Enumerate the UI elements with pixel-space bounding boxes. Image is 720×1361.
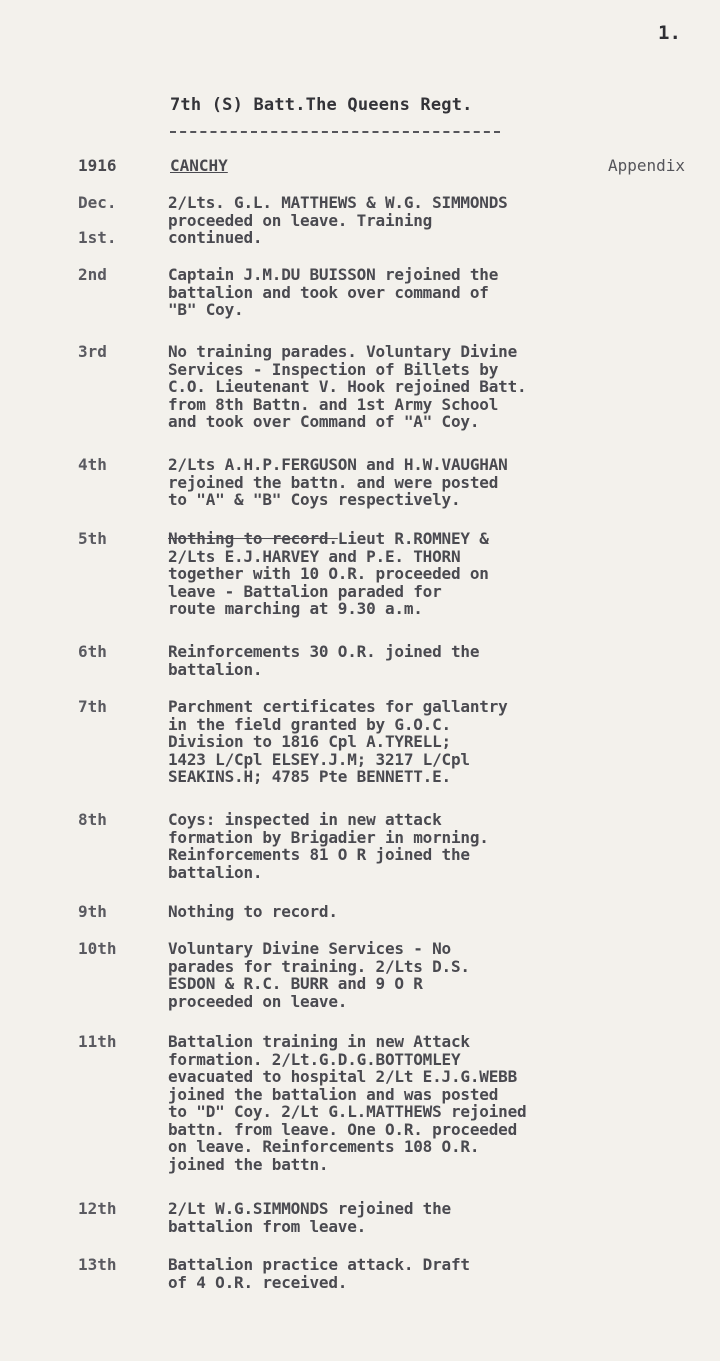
year-heading: 1916	[78, 156, 117, 175]
entry-date: 9th	[78, 902, 107, 921]
entry-text: 2/Lts. G.L. MATTHEWS & W.G. SIMMONDS proceeded on leave. Training continued.	[168, 193, 508, 247]
entry-text	[168, 530, 608, 618]
entry-text: Nothing to record.	[168, 902, 338, 921]
page-title: 7th (S) Batt.The Queens Regt.	[170, 95, 473, 115]
entry-date: 10th	[78, 939, 117, 958]
entry-text: Battalion practice attack. Draft of 4 O.R. received.	[168, 1255, 470, 1292]
entry-text: Battalion training in new Attack formation. 2/Lt.G.D.G.BOTTOMLEY evacuated to hospital 2/Lt E.J.G.WEBB joined the battalion and was posted to "D" Coy. 2/Lt G.L.MATTHEWS rejoined battn. from leave. One O.R. proceeded on leave. Reinforcements 108 O.R. joined the battn.	[168, 1032, 527, 1174]
entry-text: No training parades. Voluntary Divine Services - Inspection of Billets by C.O. Lieutenant V. Hook rejoined Batt. from 8th Battn. and 1st Army School and took over Command of "A" Coy.	[168, 342, 527, 431]
title-underline	[170, 131, 500, 133]
entry-text: Voluntary Divine Services - No parades for training. 2/Lts D.S. ESDON & R.C. BURR and 9 O R proceeded on leave.	[168, 939, 470, 1011]
entry-text: 2/Lt W.G.SIMMONDS rejoined the battalion from leave.	[168, 1199, 451, 1236]
page-number: 1.	[658, 22, 681, 44]
entry-date: 6th	[78, 642, 107, 661]
entry-text: Captain J.M.DU BUISSON rejoined the battalion and took over command of "B" Coy.	[168, 265, 499, 319]
entry-date: 2nd	[78, 265, 107, 284]
entry-date: 12th	[78, 1199, 117, 1218]
appendix-label: Appendix	[608, 156, 686, 175]
entry-date: 5th	[78, 529, 107, 548]
entry-date: 8th	[78, 810, 107, 829]
struck-text: Nothing to record.	[168, 529, 338, 548]
entry-text: 2/Lts A.H.P.FERGUSON and H.W.VAUGHAN rejoined the battn. and were posted to "A" & "B" Coys respectively.	[168, 455, 508, 509]
entry-date: 13th	[78, 1255, 117, 1274]
location-heading: CANCHY	[170, 156, 228, 175]
entry-date: 11th	[78, 1032, 117, 1051]
entry-date: 3rd	[78, 342, 107, 361]
entry-text: Reinforcements 30 O.R. joined the battalion.	[168, 642, 480, 679]
entry-date: Dec. 1st.	[78, 193, 117, 247]
entry-date: 4th	[78, 455, 107, 474]
entry-text-body: Lieut R.ROMNEY & 2/Lts E.J.HARVEY and P.E. THORN together with 10 O.R. proceeded on leave - Battalion paraded for route marching at 9.30 a.m.	[168, 529, 489, 618]
entry-text: Coys: inspected in new attack formation by Brigadier in morning. Reinforcements 81 O R joined the battalion.	[168, 810, 489, 882]
entry-date: 7th	[78, 697, 107, 716]
entry-text: Parchment certificates for gallantry in the field granted by G.O.C. Division to 1816 Cpl A.TYRELL; 1423 L/Cpl ELSEY.J.M; 3217 L/Cpl SEAKINS.H; 4785 Pte BENNETT.E.	[168, 697, 508, 786]
